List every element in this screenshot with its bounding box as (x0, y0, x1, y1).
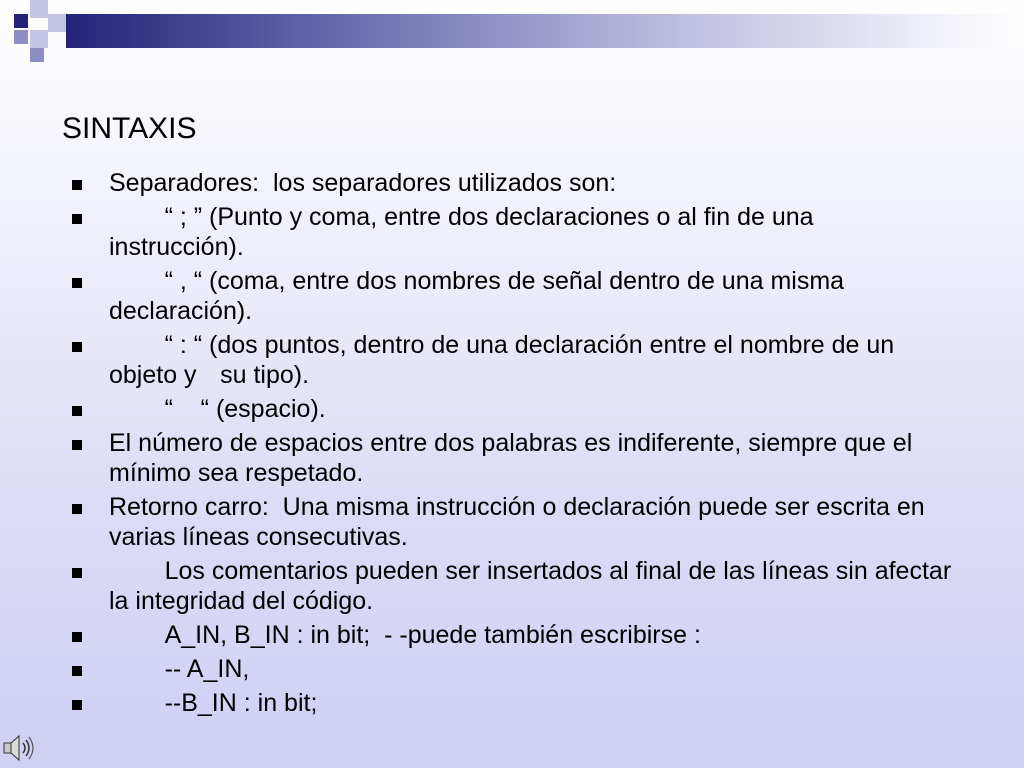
list-item-text: “ “ (espacio). (109, 395, 326, 423)
slide-content (72, 168, 959, 722)
bullet-icon (72, 440, 82, 450)
deco-square-mid (14, 30, 28, 44)
deco-square-mid (30, 48, 44, 62)
list-item-text: El número de espacios entre dos palabras es indiferente, siempre que el mínimo sea respetado. (109, 429, 920, 487)
deco-square-light (30, 0, 48, 18)
bullet-icon (72, 180, 82, 190)
bullet-icon (72, 700, 82, 710)
list-item (72, 620, 952, 650)
list-item-text: “ , “ (coma, entre dos nombres de señal dentro de una misma declaración). (109, 267, 852, 325)
bullet-icon (72, 632, 82, 642)
speaker-icon[interactable] (2, 732, 36, 764)
slide-title: SINTAXIS (62, 112, 197, 145)
list-item (72, 688, 952, 718)
bullet-icon (72, 666, 82, 676)
list-item (72, 556, 959, 616)
list-item-text: Los comentarios pueden ser insertados al final de las líneas sin afectar la integridad del código. (109, 557, 959, 615)
list-item (72, 492, 952, 552)
bullet-icon (72, 406, 82, 416)
deco-square-light (30, 30, 48, 48)
list-item (72, 168, 952, 198)
deco-square-light (48, 14, 66, 32)
bullet-icon (72, 568, 82, 578)
list-item (72, 330, 952, 390)
bullet-icon (72, 342, 82, 352)
list-item (72, 394, 952, 424)
deco-square-dark (14, 14, 28, 28)
bullet-icon (72, 504, 82, 514)
bullet-icon (72, 214, 82, 224)
list-item-text: Separadores: los separadores utilizados son: (109, 169, 617, 197)
list-item-text: “ : “ (dos puntos, dentro de una declaración entre el nombre de un objeto y su tipo). (109, 331, 902, 389)
list-item-text: A_IN, B_IN : in bit; - -puede también escribirse : (109, 621, 701, 649)
list-item (72, 654, 952, 684)
list-item-text: Retorno carro: Una misma instrucción o declaración puede ser escrita en varias líneas consecutivas. (109, 493, 932, 551)
bullet-icon (72, 278, 82, 288)
header-gradient-bar (66, 14, 1024, 48)
list-item-text: -- A_IN, (109, 655, 250, 683)
list-item (72, 202, 952, 262)
list-item-text: “ ; ” (Punto y coma, entre dos declaraciones o al fin de una instrucción). (109, 203, 821, 261)
list-item (72, 428, 952, 488)
list-item-text: --B_IN : in bit; (109, 689, 318, 717)
list-item (72, 266, 952, 326)
